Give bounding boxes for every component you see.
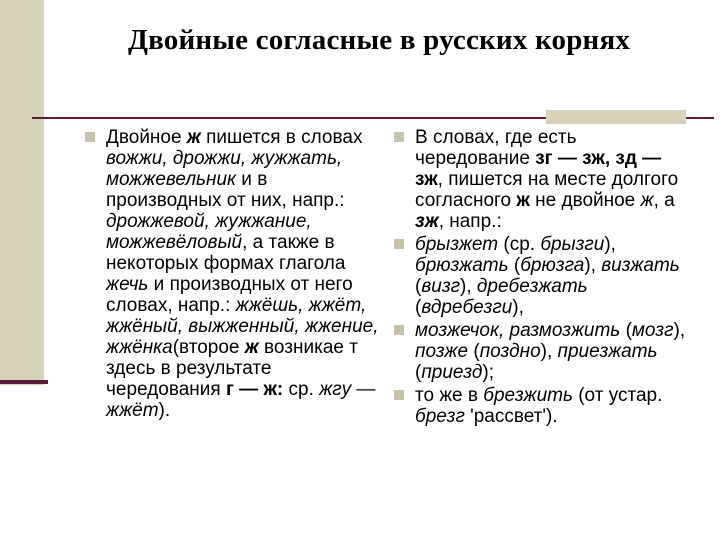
text-run: не двойное	[529, 190, 641, 211]
text-run: г — ж:	[225, 379, 284, 400]
text-run: , а также в некоторых формах глагола	[106, 232, 351, 274]
text-run: мозжечок, размозжить	[415, 320, 621, 341]
bullet-text	[415, 127, 683, 232]
text-run: (	[415, 341, 663, 383]
bullet-item	[393, 127, 693, 232]
text-run: Двойное	[106, 127, 187, 148]
text-run: 'рассвет').	[464, 406, 558, 427]
text-run: пишется в словах	[200, 127, 368, 148]
square-bullet-icon	[394, 132, 404, 142]
bullet-text	[415, 320, 690, 383]
text-run: дребезжать	[476, 276, 588, 297]
text-run: ),	[604, 234, 622, 255]
text-run: мозг	[631, 320, 674, 341]
text-run: визжать	[601, 255, 680, 276]
text-run: жечь	[106, 274, 149, 295]
text-run: (	[415, 255, 686, 297]
text-run: (	[468, 341, 480, 362]
text-run: приезжать	[557, 341, 658, 362]
slide-title: Двойные согласные в русских корнях	[127, 24, 631, 56]
left-accent-line	[0, 380, 48, 384]
bullet-text	[415, 234, 685, 318]
bullet-item	[393, 320, 693, 383]
text-run: ),	[512, 297, 524, 318]
text-run: брюзжать	[415, 255, 509, 276]
text-run: ж	[186, 127, 201, 148]
text-run: );	[482, 362, 495, 383]
text-run: и в производных от них, напр.:	[106, 169, 350, 211]
text-run: дрожжевой, жужжание, можжевёловый	[106, 211, 317, 253]
text-run: приезд	[421, 362, 483, 383]
text-run: ж	[244, 337, 259, 358]
text-run: ср.	[283, 379, 320, 400]
text-run: брызжет	[415, 234, 499, 255]
text-run: (ср.	[498, 234, 541, 255]
text-run: зж	[415, 211, 439, 232]
text-run: брюзга	[520, 255, 585, 276]
text-run: , напр.:	[438, 211, 502, 232]
text-run: брезг	[415, 406, 465, 427]
text-run: (второе	[172, 337, 245, 358]
text-run: , а	[653, 190, 681, 211]
text-run: жжёшь, жжёт, жжёный, выжженный, жжение, жжёнка	[106, 295, 384, 358]
square-bullet-icon	[394, 390, 404, 400]
text-run: ж	[640, 190, 654, 211]
bullet-item	[393, 385, 693, 427]
text-run: визг	[421, 276, 461, 297]
square-bullet-icon	[394, 239, 404, 249]
text-run: , пишется на месте долгого согласного	[415, 169, 684, 211]
left-accent-bar	[0, 0, 44, 385]
bullet-text	[415, 385, 668, 427]
bullet-item	[84, 127, 384, 421]
text-run: В словах, где есть чередование	[415, 127, 582, 169]
text-run: вдребезги	[421, 297, 513, 318]
top-accent-block	[546, 110, 686, 124]
bullet-text	[106, 127, 384, 421]
text-run: ),	[460, 276, 477, 297]
text-run: возникае т здесь в результате чередования	[106, 337, 364, 400]
text-run: вожжи, дрожжи, жужжать, можжевельник	[106, 148, 348, 190]
left-column	[84, 127, 384, 423]
bullet-item	[393, 234, 693, 318]
text-run: (	[415, 276, 593, 318]
text-run: поздно	[479, 341, 541, 362]
text-run: ),	[673, 320, 691, 341]
text-run: то же в	[415, 385, 484, 406]
text-run: зг — зж, зд — зж	[415, 148, 667, 190]
text-run: брезжить	[483, 385, 573, 406]
right-column	[393, 127, 693, 429]
text-run: ),	[584, 255, 602, 276]
text-run: ),	[540, 341, 558, 362]
text-run: ж	[516, 190, 530, 211]
text-run: позже	[415, 341, 469, 362]
text-run: жгу — жжёт	[106, 379, 381, 421]
square-bullet-icon	[85, 132, 95, 142]
text-run: (	[508, 255, 521, 276]
text-run: (	[620, 320, 632, 341]
text-run: и производных от него словах, напр.:	[106, 274, 358, 316]
square-bullet-icon	[394, 325, 404, 335]
text-run: брызги	[540, 234, 605, 255]
text-run: ).	[158, 400, 171, 421]
text-run: (от устар.	[572, 385, 668, 406]
